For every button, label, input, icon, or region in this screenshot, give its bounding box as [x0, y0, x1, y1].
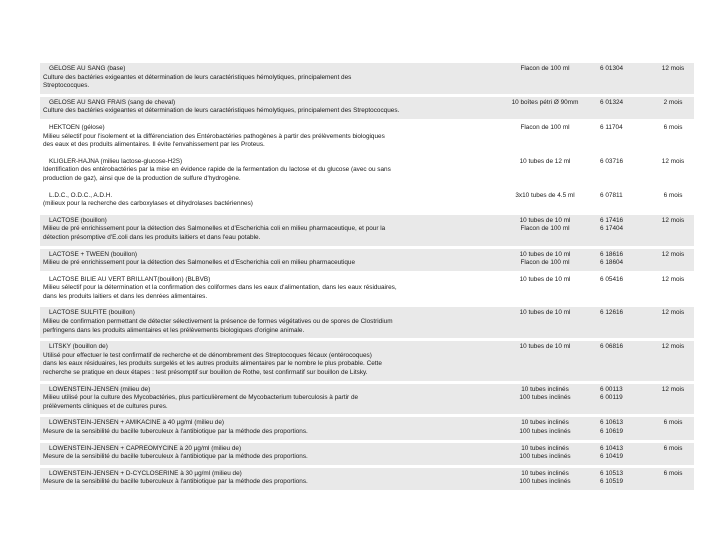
shelf-life-cell: 12 mois	[661, 65, 685, 72]
shelf-life-cell: 6 mois	[663, 419, 683, 427]
description-line: Mesure de la sensibilité du bacille tuberculeux à l'antibiotique par la méthode des proportions.	[43, 453, 308, 461]
product-name: LOWENSTEIN-JENSEN + CAPREOMYCINE à 20 µg/ml (milieu de)	[49, 444, 242, 452]
description-line: Milieu de pré enrichissement pour la détection des Salmonelles et d'Escherichia coli en milieu pharmaceutique, et pour la	[43, 225, 386, 233]
product-name: LITSKY (bouillon de)	[49, 343, 108, 351]
packaging-cell: 10 tubes inclinés 100 tubes inclinés	[519, 385, 571, 402]
reference-cell: 6 06816	[600, 343, 624, 351]
description-line: Identification des entérobactéries par la mise en évidence rapide de la fermentation du lactose et du glucose (avec ou sans	[43, 166, 391, 174]
shelf-life-cell: 6 mois	[663, 191, 683, 199]
reference-cell: 6 00113 6 00119	[600, 385, 623, 402]
table-row	[40, 274, 694, 305]
catalog-table	[40, 63, 694, 490]
table-row	[40, 63, 694, 94]
reference-cell: 6 01304	[600, 65, 624, 72]
shelf-life-cell: 12 mois	[661, 157, 685, 165]
table-row	[40, 341, 694, 380]
product-name: KLIGLER-HAJNA (milieu lactose-glucose-H2S)	[49, 157, 183, 165]
product-description	[40, 251, 496, 268]
product-description	[40, 309, 496, 335]
reference-cell: 6 07811	[600, 191, 623, 199]
product-description	[40, 217, 496, 243]
packaging-cell: 10 tubes inclinés 100 tubes inclinés	[519, 419, 571, 435]
product-name: LACTOSE SULFITE (bouillon)	[49, 309, 135, 317]
packaging-cell: 10 tubes inclinés 100 tubes inclinés	[519, 469, 571, 486]
reference-cell: 6 17416 6 17404	[600, 216, 624, 233]
description-line: recherche se pratique en deux étapes : test présomptif sur bouillon de Rothe, test confirmatif sur bouillon de Litsky.	[43, 369, 368, 377]
table-row	[40, 122, 694, 153]
product-name: LOWENSTEIN-JENSEN + AMIKACINE à 40 µg/ml (milieu de)	[49, 419, 225, 427]
shelf-life-cell: 12 mois	[661, 250, 685, 258]
packaging-cell: 10 tubes de 10 ml Flacon de 100 ml	[519, 216, 571, 233]
reference-cell: 6 12616	[600, 309, 624, 317]
product-description	[40, 276, 496, 302]
description-line: dans les produits laitiers et dans les denrées alimentaires.	[43, 292, 208, 300]
product-description	[40, 343, 496, 377]
product-description	[40, 470, 496, 487]
table-row	[40, 156, 694, 187]
shelf-life-cell: 12 mois	[661, 275, 685, 283]
product-name: LOWENSTEIN-JENSEN (milieu de)	[49, 385, 151, 393]
reference-cell: 6 18616 6 18604	[600, 250, 624, 267]
shelf-life-cell: 12 mois	[661, 309, 685, 317]
packaging-cell: 10 tubes de 10 ml	[519, 343, 571, 351]
reference-cell: 6 01324	[600, 98, 624, 106]
shelf-life-cell: 12 mois	[661, 385, 685, 393]
shelf-life-cell: 6 mois	[663, 469, 683, 477]
product-name: GELOSE AU SANG FRAIS (sang de cheval)	[49, 98, 176, 106]
shelf-life-cell: 12 mois	[661, 216, 685, 224]
product-description	[40, 124, 496, 150]
product-description	[40, 65, 496, 91]
packaging-cell: 10 tubes de 10 ml	[519, 275, 571, 283]
packaging-cell: 10 tubes de 10 ml Flacon de 100 ml	[519, 250, 571, 267]
reference-cell: 6 05416	[600, 275, 624, 283]
product-description	[40, 386, 496, 412]
product-name: LACTOSE BILIE AU VERT BRILLANT(bouillon) (BLBVB)	[49, 275, 211, 283]
reference-cell: 6 10613 6 10619	[600, 419, 624, 435]
reference-cell: 6 10413 6 10419	[600, 444, 624, 461]
table-row	[40, 307, 694, 338]
description-line: Streptococques.	[43, 82, 90, 90]
packaging-cell: 10 boîtes pétri Ø 90mm	[511, 98, 579, 106]
product-description	[40, 419, 496, 436]
packaging-cell: 10 tubes de 12 ml	[519, 157, 571, 165]
description-line: Culture des bactéries exigeantes et détermination de leurs caractéristiques hémolytiques, principalement des	[43, 73, 352, 81]
table-row	[40, 215, 694, 246]
table-row	[40, 468, 694, 490]
description-line: Milieu sélectif pour la détermination et la confirmation des coliformes dans les eaux d'alimentation, dans les eaux résiduaires,	[43, 284, 397, 292]
description-line: des eaux et des produits alimentaires. Il évite l'envahissement par les Proteus.	[43, 141, 265, 149]
reference-cell: 6 11704	[600, 123, 623, 131]
product-description	[40, 99, 496, 116]
packaging-cell: Flacon de 100 ml	[520, 123, 570, 131]
table-row	[40, 384, 694, 415]
description-line: Milieu sélectif pour l'isolement et la différenciation des Entérobactéries pathogènes à partir des prélèvements biologiques	[43, 132, 385, 140]
description-line: prélèvements cliniques et de cultures pures.	[43, 402, 168, 410]
description-line: Mesure de la sensibilité du bacille tuberculeux à l'antibiotique par la méthode des proportions.	[43, 478, 308, 486]
product-name: LACTOSE + TWEEN (bouillon)	[49, 250, 138, 258]
description-line: Milieu utilisé pour la culture des Mycobactéries, plus particulièrement de Mycobacterium tuberculosis à partir de	[43, 394, 359, 402]
product-name: GELOSE AU SANG (base)	[49, 65, 126, 72]
packaging-cell: 10 tubes inclinés 100 tubes inclinés	[519, 444, 571, 461]
reference-cell: 6 10513 6 10519	[600, 469, 624, 486]
packaging-cell: Flacon de 100 ml	[520, 65, 570, 72]
product-name: HEKTOEN (gélose)	[49, 123, 105, 131]
description-line: dans les eaux résiduaires, les produits surgelés et les autres produits alimentaires par le nombre le plus probable. Cette	[43, 360, 382, 368]
table-row	[40, 443, 694, 465]
product-description	[40, 158, 496, 184]
product-name: LACTOSE (bouillon)	[49, 216, 107, 224]
product-name: LOWENSTEIN-JENSEN + D-CYCLOSERINE à 30 µg/ml (milieu de)	[49, 469, 242, 477]
packaging-cell: 10 tubes de 10 ml	[519, 309, 571, 317]
reference-cell: 6 03716	[600, 157, 624, 165]
description-line: Culture des bactéries exigeantes et détermination de leurs caractéristiques hémolytiques, principalement des Streptococques.	[43, 107, 400, 115]
table-row	[40, 249, 694, 271]
shelf-life-cell: 6 mois	[663, 444, 683, 452]
description-line: production de gaz), ainsi que de la production de sulfure d'hydrogène.	[43, 174, 241, 182]
table-row	[40, 97, 694, 119]
shelf-life-cell: 12 mois	[661, 343, 685, 351]
product-name: L.D.C., O.D.C., A.D.H.	[49, 191, 113, 199]
product-description	[40, 192, 496, 209]
shelf-life-cell: 6 mois	[663, 123, 683, 131]
description-line: Milieu de pré enrichissement pour la détection des Salmonelles et d'Escherichia coli en milieu pharmaceutique	[43, 259, 356, 267]
shelf-life-cell: 2 mois	[663, 98, 683, 106]
description-line: perfringens dans les produits alimentaires et les prélèvements biologiques d'origine animale.	[43, 326, 305, 334]
packaging-cell: 3x10 tubes de 4.5 ml	[515, 191, 575, 199]
table-row	[40, 190, 694, 212]
description-line: Utilisé pour effectuer le test confirmatif de recherche et de dénombrement des Streptocoques fécaux (entérocoques)	[43, 351, 372, 359]
description-line: (milieux pour la recherche des carboxylases et dihydrolases bactériennes)	[43, 200, 253, 208]
description-line: Mesure de la sensibilité du bacille tuberculeux à l'antibiotique par la méthode des proportions.	[43, 428, 308, 435]
product-description	[40, 445, 496, 462]
table-row	[40, 417, 694, 439]
description-line: Milieu de confirmation permettant de détecter sélectivement la présence de formes végétatives ou de spores de Clostridium	[43, 318, 393, 326]
description-line: détection présomptive d'E.coli dans les produits laitiers et dans l'eau potable.	[43, 233, 261, 241]
